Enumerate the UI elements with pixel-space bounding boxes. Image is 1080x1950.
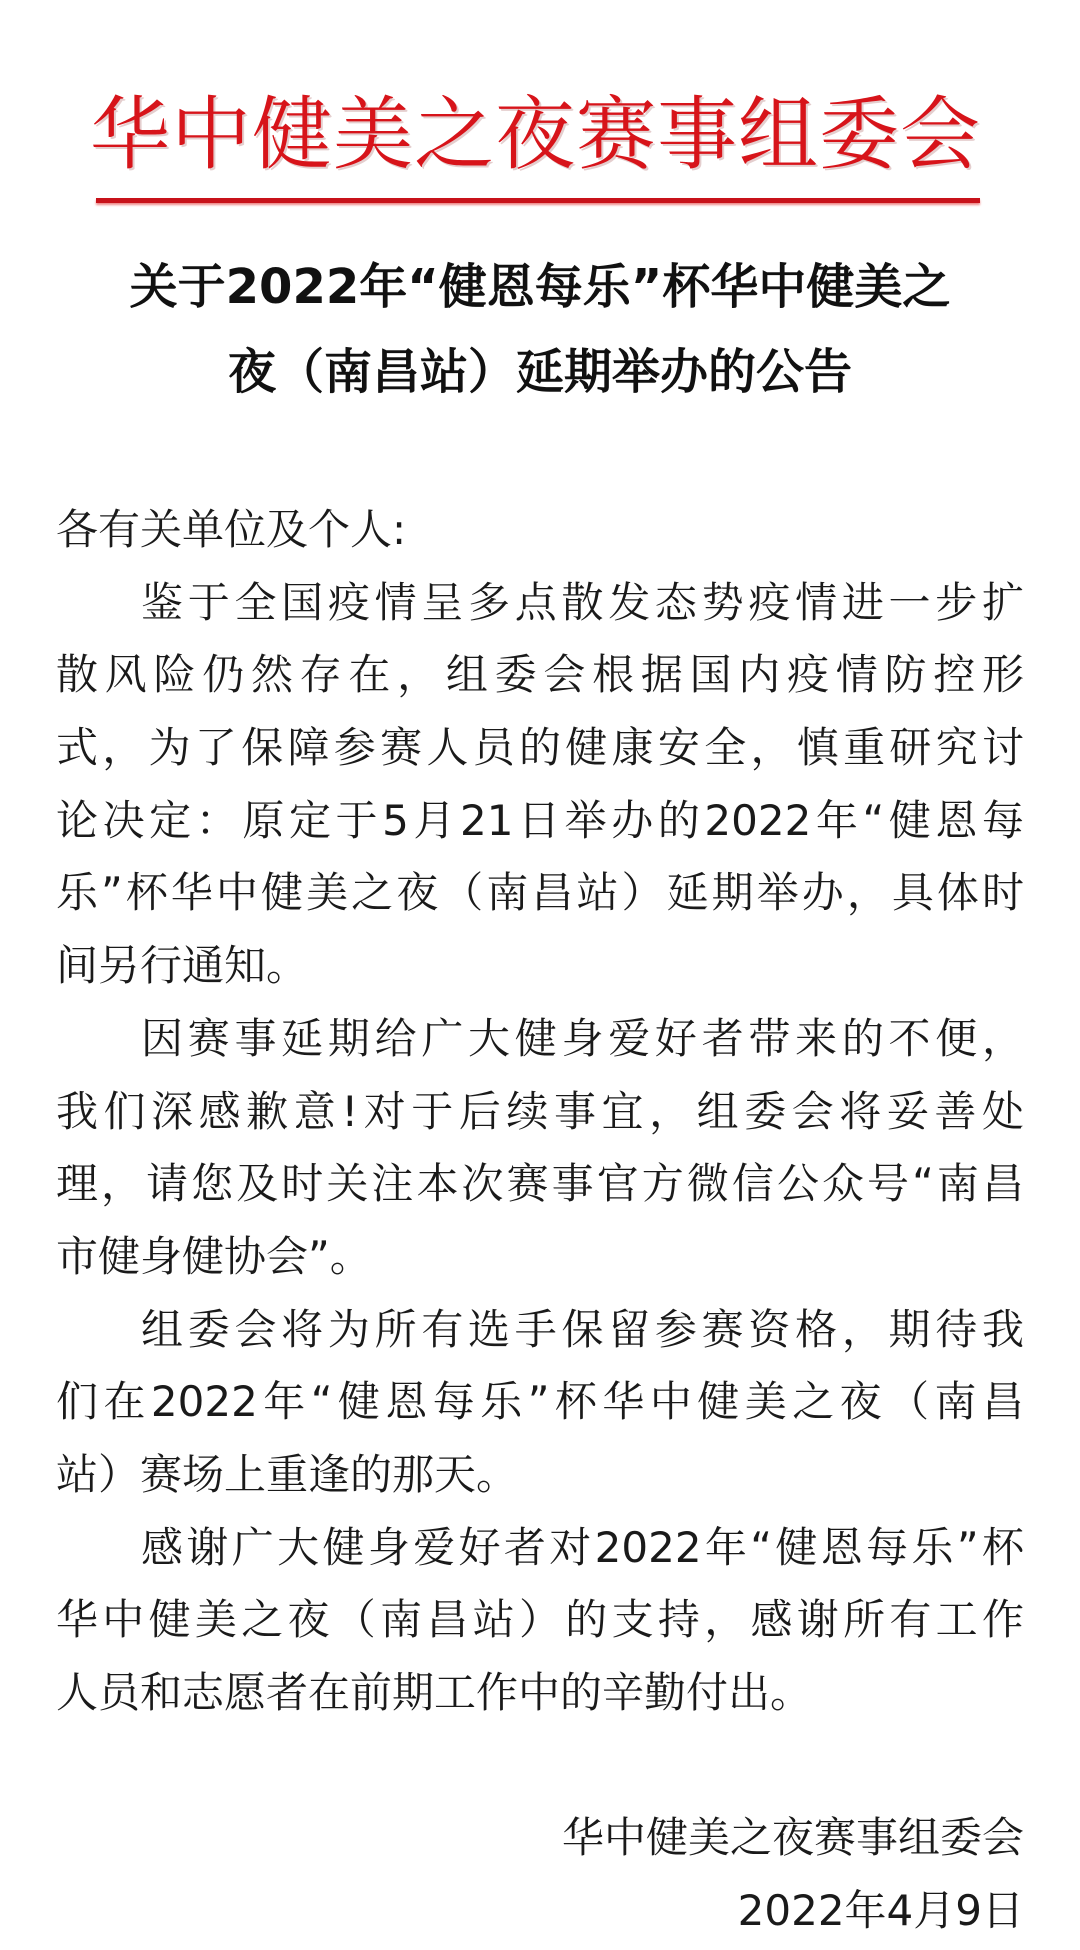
paragraph-line: 乐”杯华中健美之夜（南昌站）延期举办，具体时 [56,868,1024,918]
paragraph-line: 们在2022年“健恩每乐”杯华中健美之夜（南昌 [56,1377,1024,1427]
salutation: 各有关单位及个人: [56,505,407,554]
paragraph-line: 组委会将为所有选手保留参赛资格，期待我 [141,1304,1024,1354]
organization-letterhead: 华中健美之夜赛事组委会 [90,88,980,181]
spacer [56,1730,1024,1803]
notice-body [56,494,1024,1948]
notice-title [70,245,1010,415]
paragraph-line: 华中健美之夜（南昌站）的支持，感谢所有工作 [56,1595,1024,1645]
paragraph-line: 鉴于全国疫情呈多点散发态势疫情进一步扩 [141,577,1024,627]
paragraph-line: 间另行通知。 [56,941,309,991]
signature: 华中健美之夜赛事组委会 [561,1813,1024,1863]
paragraph-line: 感谢广大健身爱好者对2022年“健恩每乐”杯 [141,1522,1024,1572]
date: 2022年4月9日 [737,1886,1024,1936]
paragraph-line: 论决定：原定于5月21日举办的2022年“健恩每 [56,795,1024,845]
paragraph-line: 我们深感歉意!对于后续事宜，组委会将妥善处 [56,1086,1024,1136]
paragraph-line: 式，为了保障参赛人员的健康安全，慎重研究讨 [56,723,1024,773]
paragraph-line: 因赛事延期给广大健身爱好者带来的不便， [141,1013,1024,1063]
paragraph-line: 市健身健协会”。 [56,1231,372,1281]
letterhead-divider [96,198,980,203]
paragraph-line: 散风险仍然存在，组委会根据国内疫情防控形 [56,650,1024,700]
notice-title-line: 关于2022年“健恩每乐”杯华中健美之 [129,259,951,315]
paragraph-line: 人员和志愿者在前期工作中的辛勤付出。 [56,1668,813,1717]
paragraph-line: 理，请您及时关注本次赛事官方微信公众号“南昌 [56,1159,1024,1209]
notice-title-line: 夜（南昌站）延期举办的公告 [227,344,852,400]
paragraph-line: 站）赛场上重逢的那天。 [56,1449,519,1499]
